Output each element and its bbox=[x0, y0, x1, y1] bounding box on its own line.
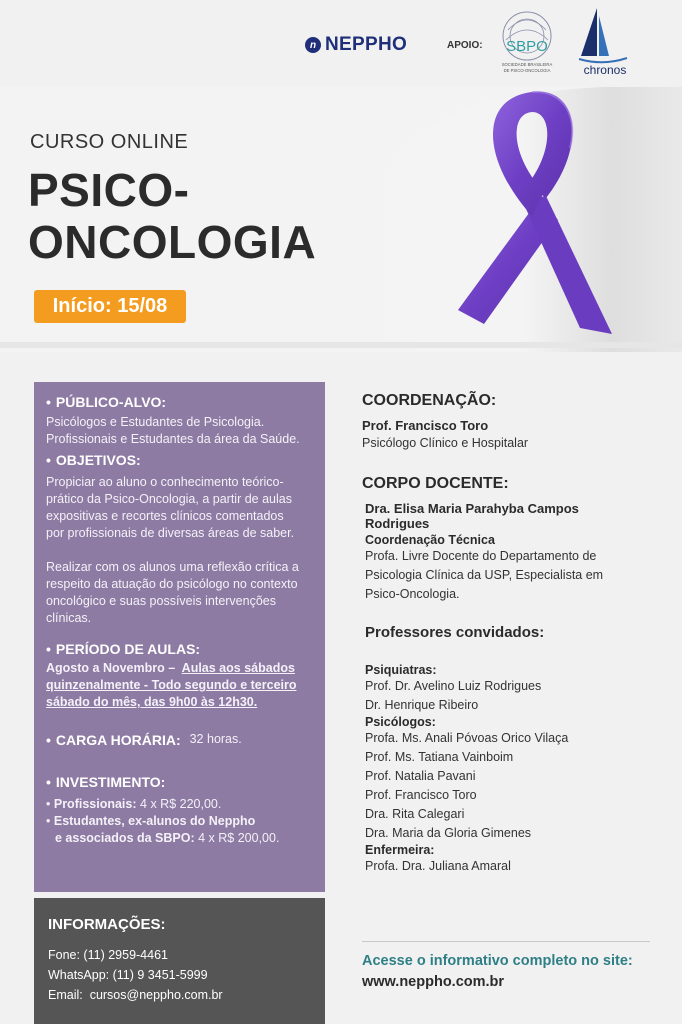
publico-heading bbox=[46, 394, 315, 410]
psiquiatras-label: Psiquiatras: bbox=[365, 663, 437, 677]
investimento-heading bbox=[46, 774, 315, 790]
bullet-icon: • bbox=[46, 731, 51, 748]
investimento-list bbox=[46, 796, 315, 847]
contact-whatsapp: WhatsApp: (11) 9 3451-5999 bbox=[48, 968, 208, 982]
investimento-label: Estudantes, ex-alunos do Neppho bbox=[53, 814, 256, 828]
course-title-line2: ONCOLOGIA bbox=[28, 216, 317, 268]
sbpo-subtitle-1: SOCIEDADE BRASILEIRA bbox=[501, 62, 553, 67]
docente-heading: CORPO DOCENTE: bbox=[362, 475, 509, 492]
professor-item: Profa. Ms. Anali Póvoas Orico Vilaça bbox=[365, 731, 569, 745]
bullet-icon: • bbox=[46, 641, 51, 657]
site-url-link[interactable]: www.neppho.com.br bbox=[362, 974, 505, 990]
chronos-logo-text: chronos bbox=[583, 63, 627, 77]
publico-line: Profissionais e Estudantes da área da Saúde. bbox=[46, 432, 300, 446]
course-title-line1: PSICO- bbox=[28, 164, 190, 216]
professor-item: Profa. Dra. Juliana Amaral bbox=[365, 859, 511, 873]
publico-line: Psicólogos e Estudantes de Psicologia. bbox=[46, 415, 265, 429]
convidados-heading: Professores convidados: bbox=[365, 624, 545, 641]
objetivos-line: Propiciar ao aluno o conhecimento teórico- bbox=[46, 475, 284, 489]
investimento-value: 4 x R$ 200,00. bbox=[198, 831, 280, 845]
objetivos-line: por profissionais de diversas áreas de saber. bbox=[46, 526, 295, 540]
psicologos-label: Psicólogos: bbox=[365, 715, 436, 729]
docente-desc-line: Profa. Livre Docente do Departamento de bbox=[365, 549, 597, 563]
professor-item: Dra. Rita Calegari bbox=[365, 807, 465, 821]
investimento-item-profissionais: • Profissionais: 4 x R$ 220,00. bbox=[46, 797, 222, 811]
chronos-logo bbox=[575, 6, 639, 78]
coordenador-role: Psicólogo Clínico e Hospitalar bbox=[362, 436, 529, 450]
periodo-heading bbox=[46, 641, 315, 657]
objetivos-heading bbox=[46, 452, 315, 468]
enfermeira-label: Enfermeira: bbox=[365, 843, 435, 857]
investimento-item-estudantes: • Estudantes, ex-alunos do Neppho bbox=[46, 814, 256, 828]
periodo-line: quinzenalmente - Todo segundo e terceiro bbox=[46, 678, 297, 692]
neppho-logo bbox=[305, 34, 407, 56]
start-date-badge: Início: 15/08 bbox=[34, 290, 186, 323]
docente-role: Coordenação Técnica bbox=[365, 533, 495, 547]
objetivos-line: expositivas e recortes clínicos comentados bbox=[46, 509, 284, 523]
professor-item: Dr. Henrique Ribeiro bbox=[365, 698, 479, 712]
contact-email-line bbox=[48, 985, 313, 1005]
bullet-icon: • bbox=[46, 394, 51, 410]
contact-panel bbox=[34, 898, 325, 1024]
coordenacao-heading: COORDENAÇÃO: bbox=[362, 392, 497, 409]
purple-ribbon-icon bbox=[440, 88, 630, 343]
objetivos-line: prático da Psico-Oncologia, a partir de aulas bbox=[46, 492, 292, 506]
bullet-icon: • bbox=[46, 452, 51, 468]
carga-heading bbox=[46, 731, 315, 748]
contact-email-link[interactable]: cursos@neppho.com.br bbox=[89, 988, 223, 1002]
objetivos-line: respeito da atuação do psicólogo no contexto bbox=[46, 577, 298, 591]
docente-desc-line: Psico-Oncologia. bbox=[365, 587, 460, 601]
professor-item: Prof. Dr. Avelino Luiz Rodrigues bbox=[365, 679, 542, 693]
carga-value: 32 horas. bbox=[189, 732, 242, 746]
investimento-heading-text: INVESTIMENTO: bbox=[55, 774, 166, 790]
objetivos-paragraph-1 bbox=[46, 474, 315, 542]
docente-name-line1: Dra. Elisa Maria Parahyba Campos bbox=[365, 501, 579, 516]
objetivos-line: Realizar com os alunos uma reflexão crítica a bbox=[46, 560, 299, 574]
investimento-label: e associados da SBPO: bbox=[55, 831, 195, 845]
coordenador-name: Prof. Francisco Toro bbox=[362, 418, 489, 433]
professor-item: Prof. Francisco Toro bbox=[365, 788, 477, 802]
docente-desc-line: Psicologia Clínica da USP, Especialista em bbox=[365, 568, 604, 582]
professor-item: Prof. Ms. Tatiana Vainboim bbox=[365, 750, 514, 764]
docente-name-line2: Rodrigues bbox=[365, 516, 430, 531]
sbpo-subtitle-2: DE PSICO-ONCOLOGIA bbox=[503, 68, 551, 73]
apoio-label: APOIO: bbox=[447, 40, 483, 51]
professor-item: Dra. Maria da Gloria Gimenes bbox=[365, 826, 532, 840]
objetivos-line: oncológico e suas possíveis intervenções bbox=[46, 594, 276, 608]
carga-heading-text: CARGA HORÁRIA: bbox=[55, 731, 181, 748]
faculty-column bbox=[362, 392, 652, 876]
periodo-text bbox=[46, 660, 315, 711]
periodo-heading-text: PERÍODO DE AULAS: bbox=[55, 641, 201, 657]
course-info-panel bbox=[34, 382, 325, 892]
contact-email-label: Email: bbox=[48, 988, 83, 1002]
footer-divider bbox=[362, 941, 650, 942]
publico-text bbox=[46, 414, 315, 448]
objetivos-paragraph-2 bbox=[46, 559, 315, 627]
periodo-line: sábado do mês, das 9h00 às 12h30. bbox=[46, 695, 258, 709]
site-callout: Acesse o informativo completo no site: bbox=[362, 953, 633, 969]
neppho-mark-icon: n bbox=[305, 37, 321, 53]
sbpo-logo bbox=[498, 10, 556, 78]
objetivos-heading-text: OBJETIVOS: bbox=[55, 452, 141, 468]
periodo-line: Aulas aos sábados bbox=[181, 661, 295, 675]
publico-heading-text: PÚBLICO-ALVO: bbox=[55, 394, 167, 410]
contact-heading: INFORMAÇÕES: bbox=[48, 916, 166, 933]
investimento-label: Profissionais: bbox=[53, 797, 137, 811]
docente-block bbox=[362, 501, 652, 876]
objetivos-line: clínicas. bbox=[46, 611, 92, 625]
investimento-item-estudantes-cont bbox=[46, 830, 315, 847]
sbpo-logo-text: SBPO bbox=[506, 38, 548, 55]
professor-item: Prof. Natalia Pavani bbox=[365, 769, 476, 783]
investimento-value: 4 x R$ 220,00. bbox=[140, 797, 222, 811]
course-title bbox=[28, 164, 316, 268]
periodo-lead: Agosto a Novembro – bbox=[46, 661, 176, 675]
course-kicker: CURSO ONLINE bbox=[30, 131, 189, 153]
neppho-logo-text: NEPPHO bbox=[325, 34, 408, 55]
contact-phone: Fone: (11) 2959-4461 bbox=[48, 948, 168, 962]
bullet-icon: • bbox=[46, 774, 51, 790]
